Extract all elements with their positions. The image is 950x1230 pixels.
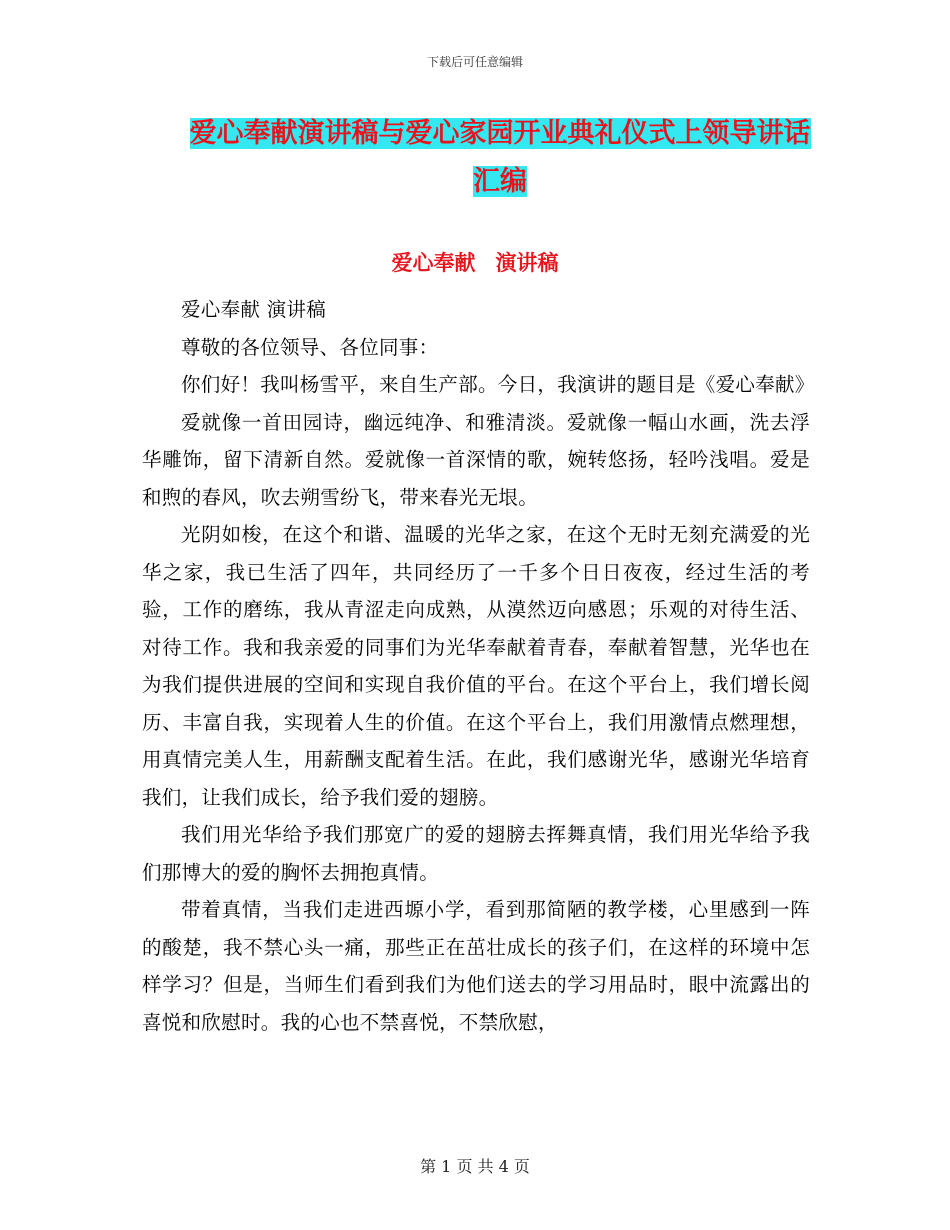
paragraph: 我们用光华给予我们那宽广的爱的翅膀去挥舞真情，我们用光华给予我们那博大的爱的胸怀去拥抱真情。	[142, 823, 810, 884]
paragraph: 爱心奉献 演讲稿	[181, 298, 327, 321]
paragraph: 爱就像一首田园诗，幽远纯净、和雅清淡。爱就像一幅山水画，洗去浮华雕饰，留下清新自然。爱就像一首深情的歌，婉转悠扬，轻吟浅唱。爱是和煦的春风，吹去朔雪纷飞，带来春光无垠。	[142, 410, 810, 509]
section-title-part-2: 演讲稿	[495, 250, 559, 275]
header-note: 下载后可任意编辑	[426, 55, 523, 69]
title-line-2: 汇编	[473, 166, 527, 197]
paragraph: 你们好！我叫杨雪平，来自生产部。今日，我演讲的题目是《爱心奉献》	[181, 373, 815, 396]
document-title	[140, 110, 860, 206]
section-title	[0, 247, 950, 277]
paragraph: 带着真情，当我们走进西塬小学，看到那简陋的教学楼，心里感到一阵的酸楚，我不禁心头一痛，那些正在茁壮成长的孩子们，在这样的环境中怎样学习？但是，当师生们看到我们为他们送去的学习用品时，眼中流露出的喜悦和欣慰时。我的心也不禁喜悦，不禁欣慰，	[142, 898, 810, 1034]
paragraph: 尊敬的各位领导、各位同事：	[181, 335, 439, 359]
paragraph: 光阴如梭，在这个和谐、温暖的光华之家，在这个无时无刻充满爱的光华之家，我已生活了四年，共同经历了一千多个日日夜夜，经过生活的考验，工作的磨练，我从青涩走向成熟，从漠然迈向感恩；乐观的对待生活、对待工作。我和我亲爱的同事们为光华奉献着青春，奉献着智慧，光华也在为我们提供进展的空间和实现自我价值的平台。在这个平台上，我们增长阅历、丰富自我，实现着人生的价值。在这个平台上，我们用激情点燃理想，用真情完美人生，用薪酬支配着生活。在此，我们感谢光华，感谢光华培育我们，让我们成长，给予我们爱的翅膀。	[142, 523, 810, 809]
section-title-part-1: 爱心奉献	[391, 250, 476, 275]
page-number: 第 1 页 共 4 页	[420, 1157, 530, 1176]
title-line-1: 爱心奉献演讲稿与爱心家园开业典礼仪式上领导讲话	[189, 118, 811, 149]
body-text	[142, 291, 815, 1041]
